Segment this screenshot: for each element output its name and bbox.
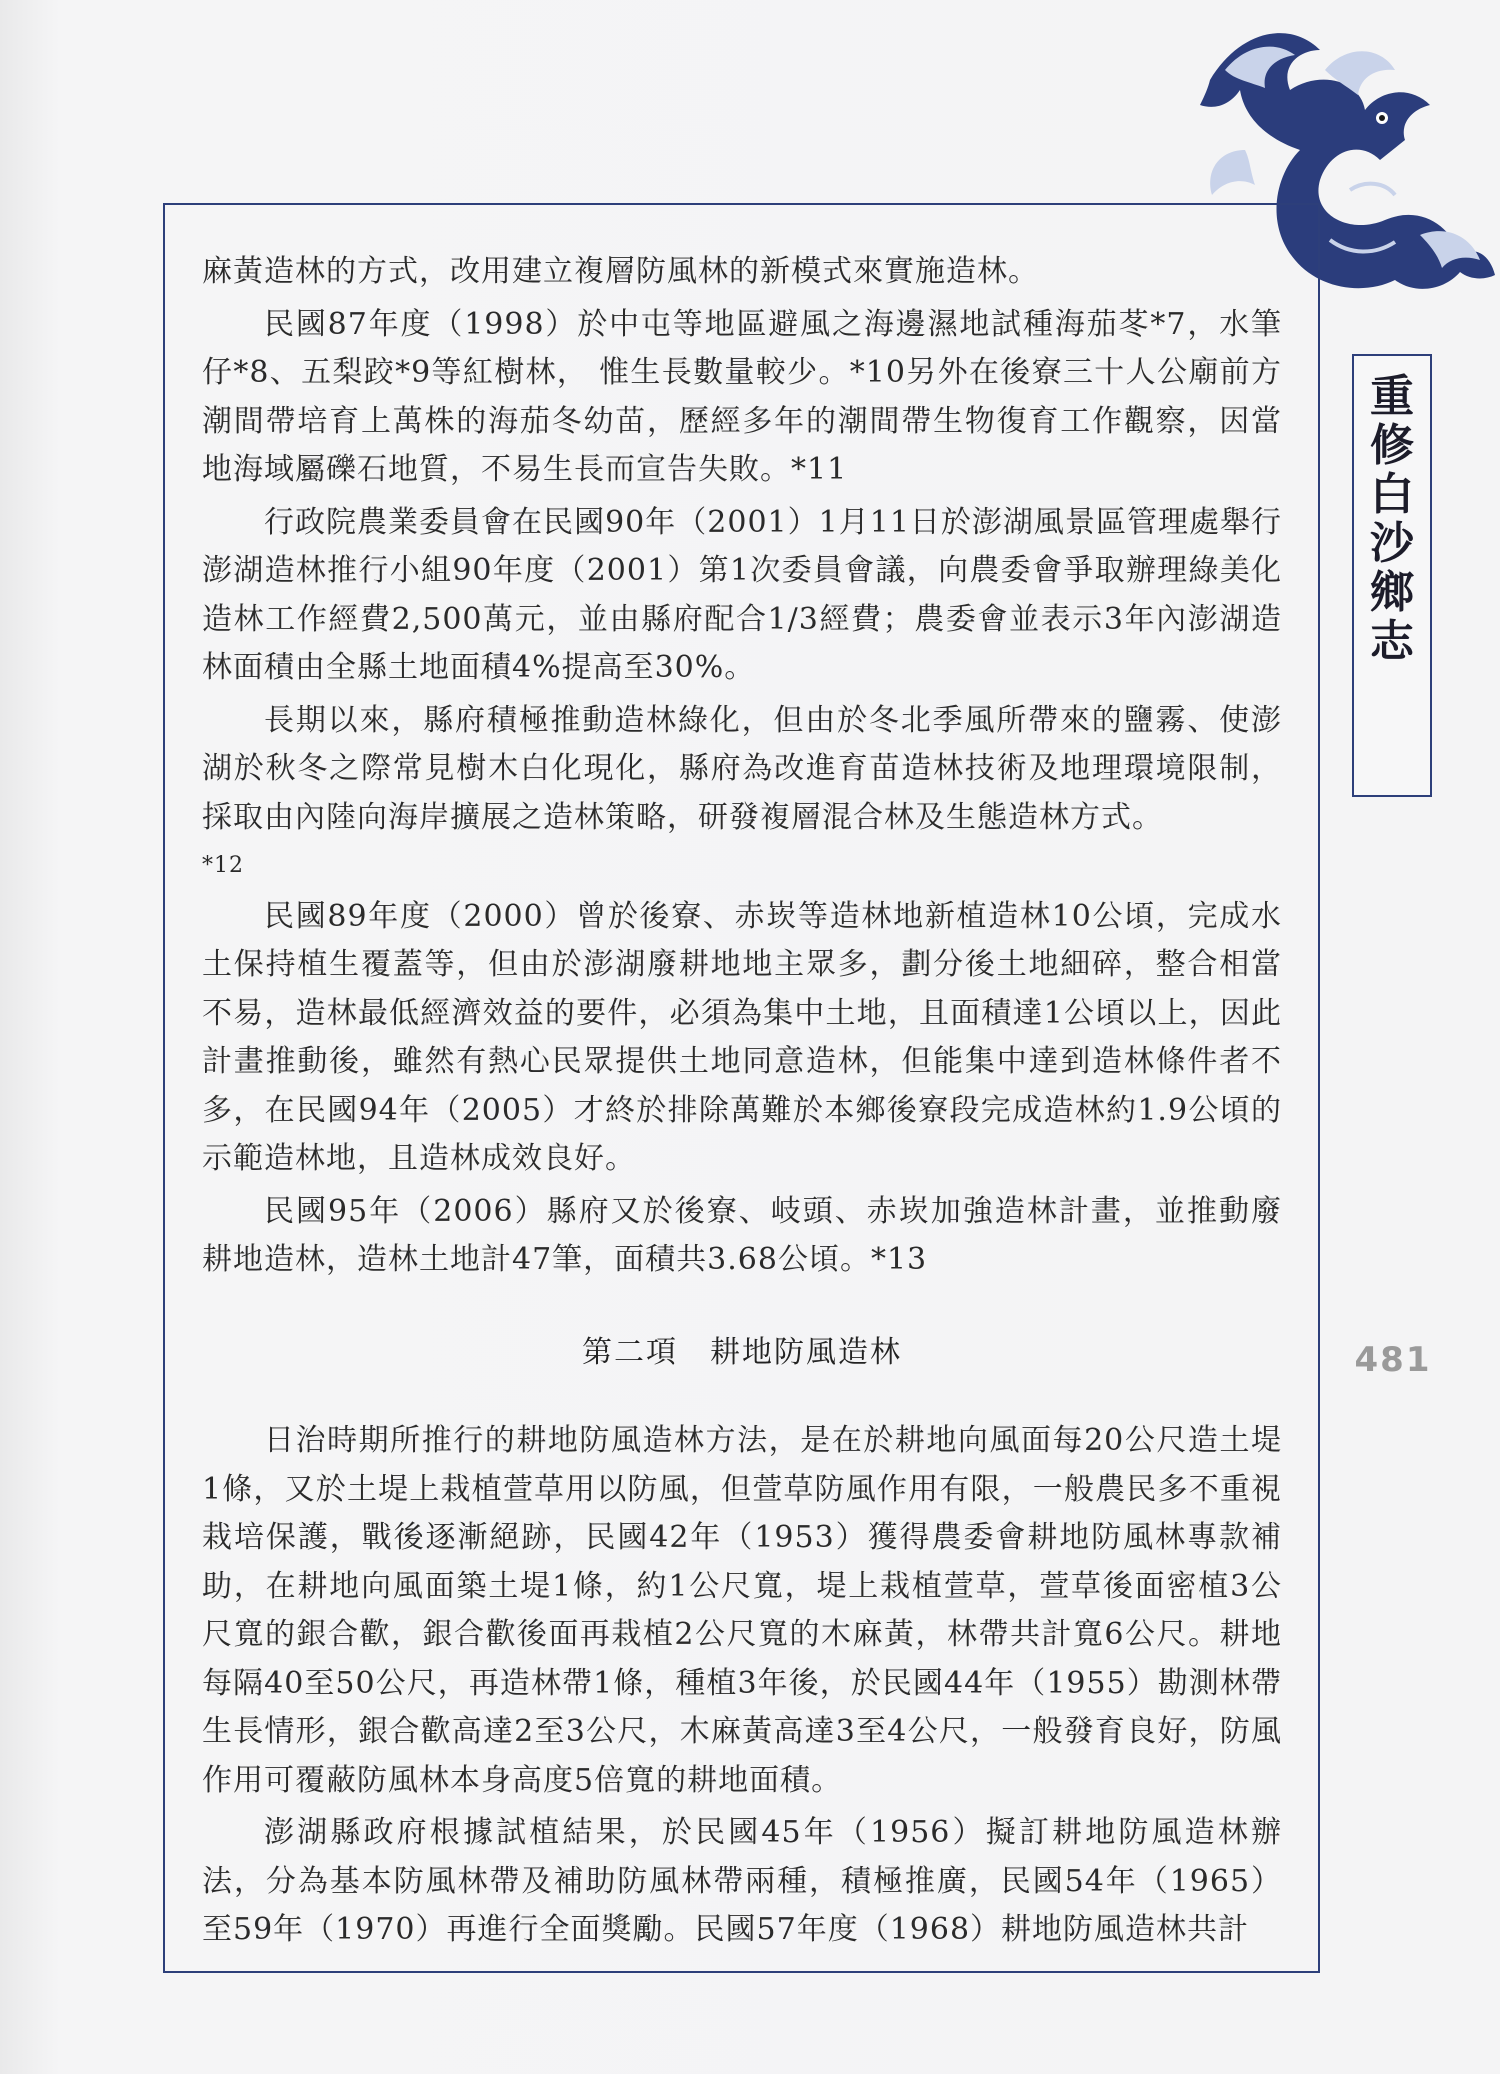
book-title-vertical [1367, 372, 1417, 666]
paragraph: 長期以來，縣府積極推動造林綠化，但由於冬北季風所帶來的鹽霧、使澎湖於秋冬之際常見樹木白化現化，縣府為改進育苗造林技術及地理環境限制，採取由內陸向海岸擴展之造林策略，研發複層混合林及生態造林方式。 [202, 702, 1282, 835]
title-char: 重 [1370, 371, 1414, 422]
paragraph: 民國95年（2006）縣府又於後寮、岐頭、赤崁加強造林計畫，並推動廢耕地造林，造林土地計47筆，面積共3.68公頃。*13 [202, 1193, 1282, 1277]
paragraph: 民國89年度（2000）曾於後寮、赤崁等造林地新植造林10公頃，完成水土保持植生覆蓋等，但由於澎湖廢耕地地主眾多，劃分後土地細碎，整合相當不易，造林最低經濟效益的要件，必須為集中土地，且面積達1公頃以上，因此計畫推動後，雖然有熱心民眾提供土地同意造林，但能集中達到造林條件者不多，在民國94年（2005）才終於排除萬難於本鄉後寮段完成造林約1.9公頃的示範造林地，且造林成效良好。 [202, 898, 1282, 1176]
title-char: 沙 [1370, 518, 1414, 569]
title-char: 鄉 [1370, 567, 1414, 618]
paragraph: 麻黃造林的方式，改用建立複層防風林的新模式來實施造林。 [202, 254, 1039, 289]
paragraph: 民國87年度（1998）於中屯等地區避風之海邊濕地試種海茄苳*7，水筆仔*8、五梨跤*9等紅樹林， 惟生長數量較少。*10另外在後寮三十人公廟前方潮間帶培育上萬株的海茄冬幼苗，歷經多年的潮間帶生物復育工作觀察，因當地海域屬礫石地質，不易生長而宣告失敗。*11 [202, 306, 1282, 487]
paragraph: 澎湖縣政府根據試植結果，於民國45年（1956）擬訂耕地防風造林辦法，分為基本防風林帶及補助防風林帶兩種，積極推廣，民國54年（1965）至59年（1970）再進行全面獎勵。民國57年度（1968）耕地防風造林共計 [202, 1815, 1282, 1947]
section-heading: 第二項 耕地防風造林 [582, 1334, 902, 1370]
page-number: 481 [1354, 1340, 1432, 1380]
paragraph: 行政院農業委員會在民國90年（2001）1月11日於澎湖風景區管理處舉行澎湖造林推行小組90年度（2001）第1次委員會議，向農委會爭取辦理綠美化造林工作經費2,500萬元，並由縣府配合1/3經費；農委會並表示3年內澎湖造林面積由全縣土地面積4%提高至30%。 [202, 504, 1282, 685]
footnote-marker: *12 [202, 853, 244, 878]
title-char: 志 [1370, 616, 1414, 667]
title-char: 白 [1370, 469, 1414, 520]
body-text [202, 248, 1282, 1959]
paragraph: 日治時期所推行的耕地防風造林方法，是在於耕地向風面每20公尺造土堤1條，又於土堤上栽植萱草用以防風，但萱草防風作用有限，一般農民多不重視栽培保護，戰後逐漸絕跡，民國42年（1953）獲得農委會耕地防風林專款補助，在耕地向風面築土堤1條，約1公尺寬，堤上栽植萱草，萱草後面密植3公尺寬的銀合歡，銀合歡後面再栽植2公尺寬的木麻黃，林帶共計寬6公尺。耕地每隔40至50公尺，再造林帶1條，種植3年後，於民國44年（1955）勘測林帶生長情形，銀合歡高達2至3公尺，木麻黃高達3至4公尺，一般發育良好，防風作用可覆蔽防風林本身高度5倍寬的耕地面積。 [202, 1423, 1282, 1798]
title-char: 修 [1370, 420, 1414, 471]
